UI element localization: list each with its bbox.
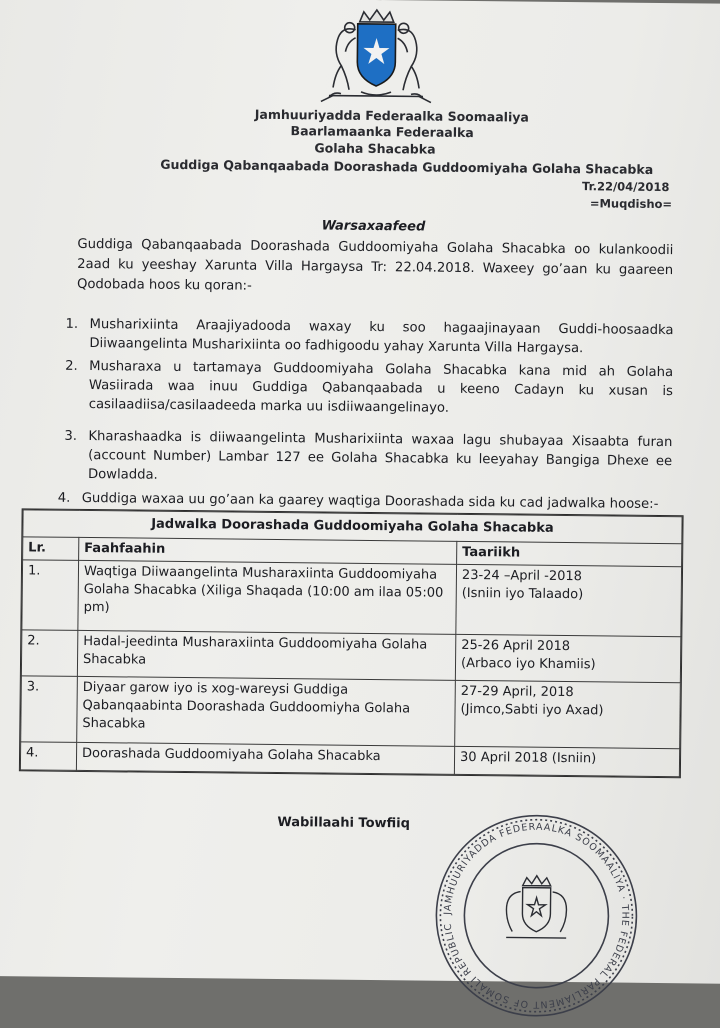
row-date-cell <box>455 680 681 748</box>
row-number: 1. <box>22 560 79 631</box>
row-date: 30 April 2018 <box>459 749 548 766</box>
list-item-number: 3. <box>64 428 78 444</box>
header-date: Taariikh <box>457 541 682 566</box>
list-item <box>64 427 673 490</box>
table-row <box>21 630 680 683</box>
table-row <box>20 742 679 777</box>
row-days: (Arbaco iyo Khamiis) <box>460 655 596 673</box>
list-item <box>65 315 674 359</box>
row-days: (Isniin) <box>551 750 597 767</box>
header-country: Jamhuuriyadda Federaalka Soomaaliya <box>254 106 529 125</box>
row-description: Hadal-jeedinta Musharaxiinta Guddoomiyaha Golaha Shacabka <box>77 630 455 680</box>
table-row <box>22 560 682 637</box>
row-number: 4. <box>20 742 76 771</box>
row-description: Waqtiga Diiwaangelinta Musharaxiinta Guddoomiyaha Golaha Shacabka (Xiliga Shaqada (10:00 am ilaa 05:00 pm) <box>78 560 457 634</box>
document-reference-date: Tr.22/04/2018 <box>581 179 670 195</box>
row-date-cell <box>456 564 682 636</box>
row-days: (Jimco,Sabti iyo Axad) <box>460 701 604 719</box>
svg-text:JAMHUURIYADDA FEDERAALKA SOOMA <box>441 821 631 1011</box>
table-row <box>21 676 681 749</box>
row-number: 2. <box>21 630 77 677</box>
signoff: Wabillaahi Towfiiq <box>277 815 411 832</box>
row-date-cell <box>455 634 680 682</box>
row-days: (Isniin iyo Talaado) <box>461 585 584 603</box>
intro-paragraph: Guddiga Qabanqaabada Doorashada Guddoomiyaha Golaha Shacabka oo kulankoodii 2aad ku yeeshay Xarunta Villa Hargaysa Tr: 22.04.2018. Waxeey go’aan ku gaareen Qodobada hoos ku qoran:- <box>76 236 674 294</box>
header-number: Lr. <box>23 537 79 561</box>
document-title: Warsaxaafeed <box>321 218 426 235</box>
row-date: 27-29 April, 2018 <box>460 683 574 701</box>
header-parliament: Baarlamaanka Federaalka <box>290 123 474 141</box>
list-item-text: Musharaxa u tartamaya Guddoomiyaha Golaha Shacabka kana mid ah Golaha Wasiirada waa inuu Guddiga Qabanqaabada u keeno Cadayn ku xusan is casilaadiisa/casilaadeeda marka uu isdiiwaangelinayo. <box>88 359 674 416</box>
row-number: 3. <box>21 676 78 743</box>
list-item-text: Musharixiinta Araajiyadooda waxay ku soo hagaajinayaan Guddi-hoosaadka Diiwaangelinta Musharixiinta oo fadhigoodu yahay Xarunta Villa Hargaysa. <box>89 317 674 357</box>
list-item-number: 1. <box>65 316 79 332</box>
row-description: Doorashada Guddoomiyaha Golaha Shacabka <box>76 742 454 774</box>
schedule-caption: Jadwalka Doorashada Guddoomiyaha Golaha Shacabka <box>23 510 682 544</box>
list-item-number: 2. <box>65 358 78 374</box>
row-date-cell <box>454 746 679 776</box>
official-seal-icon <box>425 805 647 1027</box>
list-item-text: Guddiga waxaa uu go’aan ka gaarey waqtiga Doorashada sida ku cad jadwalka hoose:- <box>81 490 659 512</box>
document-place: =Muqdisho= <box>589 196 673 212</box>
schedule-table <box>19 508 684 778</box>
seal-text: JAMHUURIYADDA FEDERAALKA SOOMAALIYA · THE FEDERAL PARLIAMENT OF SOMALI REPUBLIC <box>442 821 631 1010</box>
header-committee: Guddiga Qabanqaabada Doorashada Guddoomiyaha Golaha Shacabka <box>160 156 654 177</box>
header-house: Golaha Shacabka <box>314 140 436 157</box>
list-item-text: Kharashaadka is diiwaangelinta Musharixiinta waxaa lagu shubayaa Xisaabta furan (account Number) Lambar 127 ee Golaha Shacabka ku leeyahay Bangiga Dhexe ee Dowladda. <box>87 429 673 483</box>
row-description: Diyaar garow iyo is xog-wareysi Guddiga Qabanqaabinta Doorashada Guddoomiyha Golaha Shacabka <box>77 676 456 746</box>
list-item <box>65 357 674 420</box>
row-date: 23-24 –April -2018 <box>461 567 583 585</box>
header-description: Faahfaahin <box>79 537 457 564</box>
seal-emblem-icon <box>506 875 567 938</box>
row-date: 25-26 April 2018 <box>461 637 571 655</box>
list-item-number: 4. <box>57 490 71 506</box>
somali-coat-of-arms-icon <box>311 7 442 104</box>
